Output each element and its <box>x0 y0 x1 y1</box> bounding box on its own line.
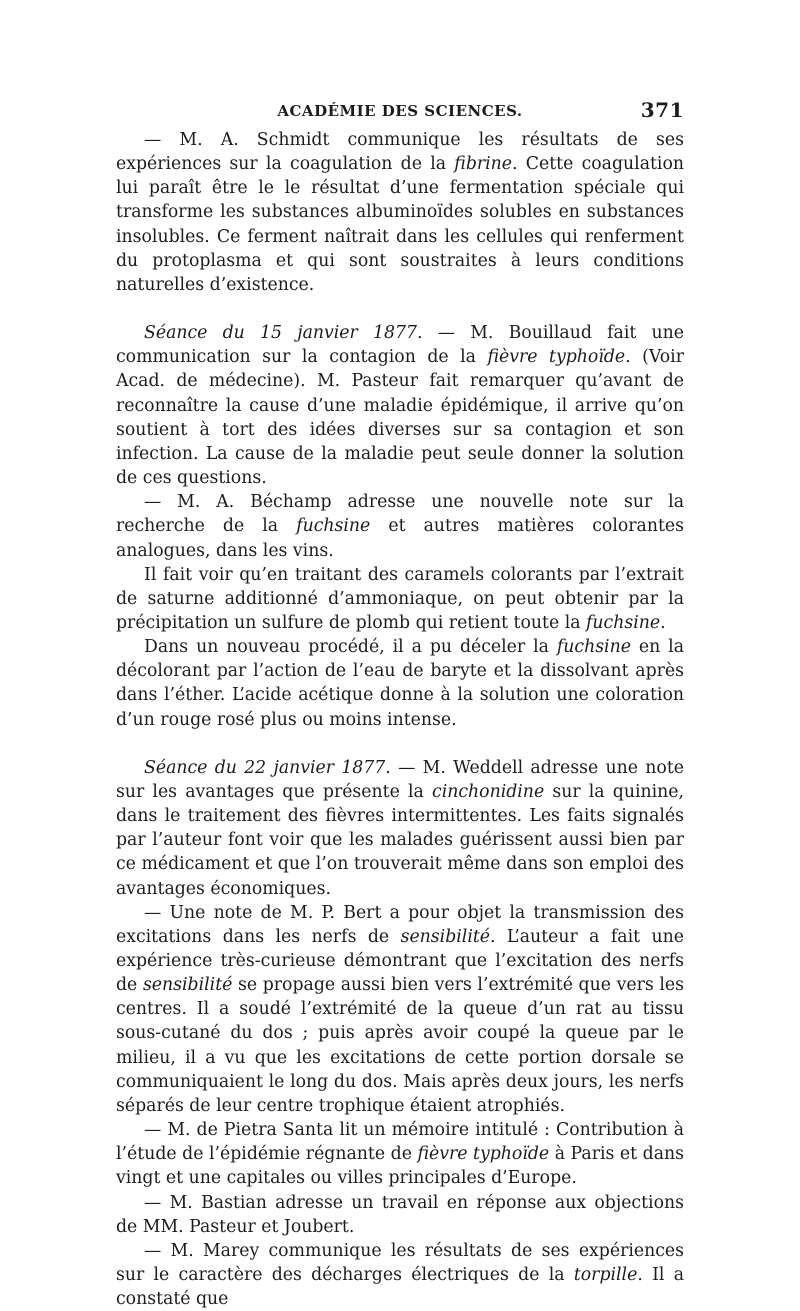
text-run: . — M. Bouillaud fait une communication sur la contagion de la <box>116 323 684 368</box>
text-run: Dans un nouveau procédé, il a pu déceler la <box>144 637 557 658</box>
text-run: — M. A. Béchamp adresse une nouvelle note sur la recherche de la <box>116 492 684 537</box>
text-run: . — M. Weddell adresse une note sur les avantages que présente la <box>116 757 684 802</box>
text-run: . Cette coagulation lui paraît être le le résultat d’une fermentation spéciale qui transforme les substances albuminoïdes solubles en substances insolubles. Ce ferment naîtrait dans les cellules qui renferment du protoplasma et qui sont soustraites à leurs conditions naturelles d’existence. <box>116 154 684 295</box>
text-run: en la décolorant par l’action de l’eau de baryte et la dissolvant après dans l’éther. L’acide acétique donne à la solution une coloration d’un rouge rosé plus ou moins intense. <box>116 637 684 730</box>
text-run: et autres matières colorantes analogues, dans les vins. <box>116 516 684 561</box>
text-run: Il fait voir qu’en traitant des caramels colorants par l’extrait de saturne additionné d’ammoniaque, on peut obtenir par la précipitation un sulfure de plomb qui retient toute la <box>116 564 684 633</box>
running-title: ACADÉMIE DES SCIENCES. <box>277 102 523 120</box>
text-run: . L’auteur a fait une expérience très-curieuse démontrant que l’excitation des nerfs de <box>116 926 684 996</box>
section-gap <box>116 732 684 756</box>
text-run: — M. Bastian adresse un travail en réponse aux objections de MM. Pasteur et Joubert. <box>116 1192 684 1237</box>
paragraph <box>116 901 684 1118</box>
italic-term: fièvre typhoïde <box>487 347 626 368</box>
italic-term: sensibilité <box>142 975 233 996</box>
italic-term: fuchsine <box>296 516 371 537</box>
text-run: — Une note de M. P. Bert a pour objet la transmission des excitations dans les nerfs de <box>116 902 684 947</box>
running-header <box>116 98 684 128</box>
page-number: 371 <box>640 98 684 122</box>
text-run: . <box>660 612 666 633</box>
text-run: se propage aussi bien vers l’extrémité que vers les centres. Il a soudé l’extrémité de la queue d’un rat au tissu sous-cutané du dos ; puis après avoir coupé la queue par le milieu, il a vu que les excitations de cette portion dorsale se communiquaient le long du dos. Mais après deux jours, les nerfs séparés de leur centre trophique étaient atrophiés. <box>116 975 684 1116</box>
paragraph <box>116 756 684 901</box>
text-run: — M. de Pietra Santa lit un mémoire intitulé : Contribution à l’étude de l’épidémie régnante de <box>116 1120 684 1165</box>
italic-term: fibrine <box>454 154 513 175</box>
italic-term: fièvre typhoïde <box>417 1144 550 1165</box>
text-run: . (Voir Acad. de médecine). M. Pasteur fait remarquer qu’avant de reconnaître la cause d’une maladie épidémique, il arrive qu’on soutient à tort des idées diverses sur sa contagion et son infection. La cause de la maladie peut seule donner la solution de ces questions. <box>116 347 684 489</box>
italic-term: fuchsine <box>556 637 631 658</box>
paragraph <box>116 321 684 490</box>
page <box>116 98 684 1311</box>
paragraph <box>116 128 684 297</box>
italic-term: Séance du 15 janvier 1877 <box>144 323 417 344</box>
text-run: — M. Marey communique les résultats de ses expériences sur le caractère des décharges électriques de la <box>116 1240 684 1286</box>
italic-term: Séance du 22 janvier 1877 <box>144 757 386 778</box>
paragraph <box>116 490 684 562</box>
paragraph <box>116 1118 684 1190</box>
italic-term: sensibilité <box>400 926 491 947</box>
body-text <box>116 128 684 1311</box>
text-run: à Paris et dans vingt et une capitales ou villes principales d’Europe. <box>116 1144 684 1189</box>
text-run: . Il a constaté que <box>116 1265 684 1310</box>
paragraph <box>116 563 684 635</box>
section-gap <box>116 297 684 321</box>
paragraph <box>116 635 684 732</box>
italic-term: cinchonidine <box>432 781 545 802</box>
italic-term: fuchsine <box>586 612 661 633</box>
italic-term: torpille <box>573 1265 638 1286</box>
text-run: — M. A. Schmidt communique les résultats de ses expériences sur la coagulation de la <box>116 130 684 175</box>
text-run: sur la quinine, dans le traitement des fièvres intermittentes. Les faits signalés par l’auteur font voir que les malades guérissent aussi bien par ce médicament et que l’on trouverait même dans son emploi des avantages économiques. <box>116 781 684 899</box>
paragraph <box>116 1239 684 1311</box>
